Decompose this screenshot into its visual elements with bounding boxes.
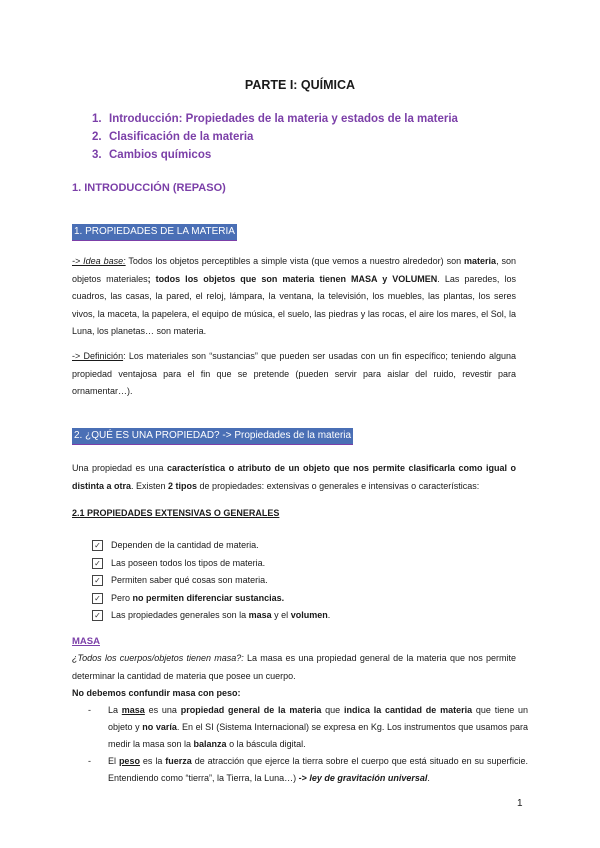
- section1-heading: 1. PROPIEDADES DE LA MATERIA: [72, 224, 237, 241]
- subsection-2-1-heading: 2.1 PROPIEDADES EXTENSIVAS O GENERALES: [72, 508, 280, 518]
- check-item: ✓ Dependen de la cantidad de materia.: [92, 537, 330, 555]
- masa-heading: MASA: [72, 636, 100, 647]
- checkbox-icon: ✓: [92, 593, 103, 604]
- toc-item[interactable]: 2. Clasificación de la materia: [92, 131, 254, 143]
- checkbox-icon: ✓: [92, 610, 103, 621]
- checkbox-icon: ✓: [92, 540, 103, 551]
- masa-peso-list: [88, 702, 528, 787]
- definicion-paragraph: -> Definición: Los materiales son “sustancias” que pueden ser usadas con un fin específico; teniendo alguna propiedad ventajosa para el fin que se pretende (pueden servir para aislar del ruido, revestir para ornamentar…).: [72, 351, 516, 397]
- checkbox-icon: ✓: [92, 575, 103, 586]
- toc-item[interactable]: 3. Cambios químicos: [92, 149, 212, 161]
- intro-heading: 1. INTRODUCCIÓN (REPASO): [72, 182, 226, 194]
- page-number: 1: [517, 798, 523, 809]
- section2-heading: 2. ¿QUÉ ES UNA PROPIEDAD? -> Propiedades de la materia: [72, 428, 353, 445]
- check-item: ✓ Pero no permiten diferenciar sustancias.: [92, 590, 330, 608]
- propiedad-paragraph: Una propiedad es una característica o atributo de un objeto que nos permite clasificarla como igual o distinta a otra. Existen 2 tipos de propiedades: extensivas o generales e intensivas o características:: [72, 463, 516, 491]
- checkbox-icon: ✓: [92, 558, 103, 569]
- idea-base-paragraph: -> Idea base: Todos los objetos perceptibles a simple vista (que vemos a nuestro alrededor) son materia, son objetos materiales; todos los objetos que son materia tienen MASA y VOLUMEN. Las paredes, los cuadros, las casas, la pared, el reloj, lámpara, la ventana, la televisión, los muebles, las plantas, los seres vivos, la maceta, la papelera, el equipo de música, el suelo, las piedras y las rocas, el aire los mares, el Sol, la Luna, los planetas… son materia.: [72, 256, 517, 337]
- list-item: - La masa es una propiedad general de la materia que indica la cantidad de materia que tiene un objeto y no varía. En el SI (Sistema Internacional) se expresa en Kg. Los instrumentos que usamos para medir la masa son la balanza o la báscula digital.: [88, 705, 529, 749]
- no-confundir-line: No debemos confundir masa con peso:: [72, 688, 241, 698]
- table-of-contents: [92, 110, 458, 164]
- checklist: [92, 537, 330, 625]
- check-item: ✓ Permiten saber qué cosas son materia.: [92, 572, 330, 590]
- list-item: - El peso es la fuerza de atracción que ejerce la tierra sobre el cuerpo que está situado en su superficie. Entendiendo como “tierra”, la Tierra, la Luna…) -> ley de gravitación universal.: [88, 756, 528, 783]
- page-title: PARTE I: QUÍMICA: [244, 78, 356, 92]
- masa-paragraph: ¿Todos los cuerpos/objetos tienen masa?: La masa es una propiedad general de la materia que nos permite determinar la cantidad de materia que posee un cuerpo.: [72, 653, 516, 681]
- arrow-glyph: ->: [222, 430, 232, 441]
- check-item: ✓ Las propiedades generales son la masa y el volumen .: [92, 607, 330, 625]
- toc-item[interactable]: 1. Introducción: Propiedades de la materia y estados de la materia: [92, 113, 458, 125]
- check-item: ✓ Las poseen todos los tipos de materia.: [92, 555, 330, 573]
